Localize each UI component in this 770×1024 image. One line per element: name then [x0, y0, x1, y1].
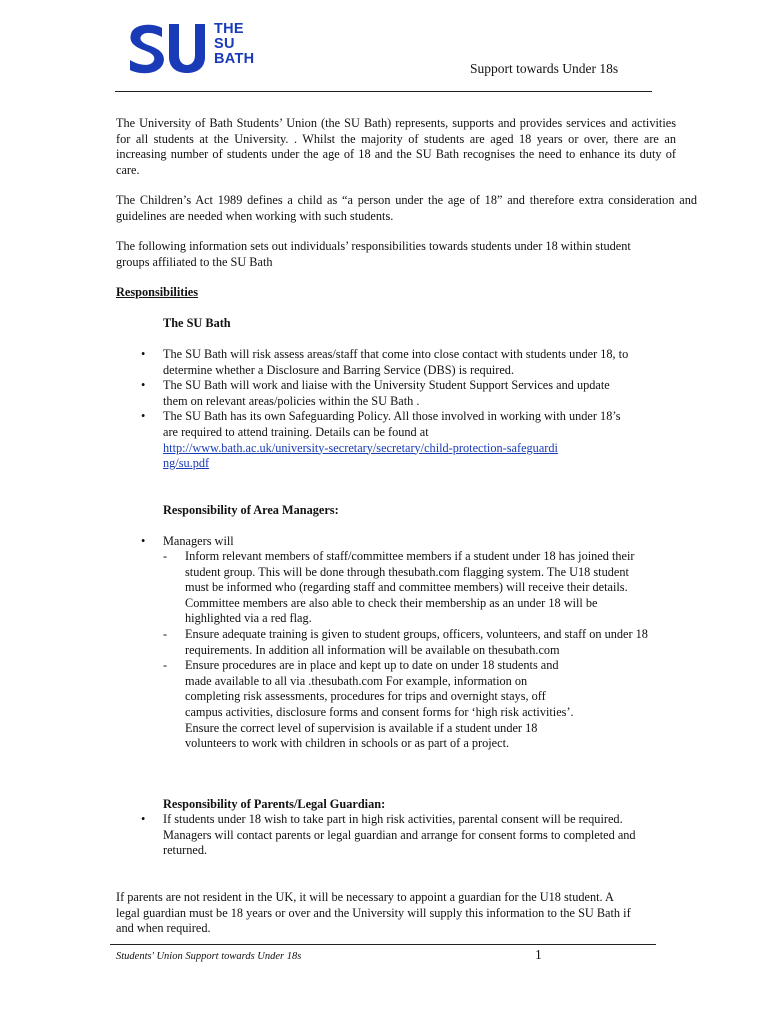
logo-line-bath: BATH: [214, 51, 255, 67]
header-title: Support towards Under 18s: [470, 61, 619, 76]
footer-title: Students' Union Support towards Under 18s: [116, 951, 302, 962]
list-item: • The SU Bath will work and liaise with the University Student Support Services and update them on relevant areas/policies within the SU Bath .: [116, 378, 633, 409]
parents-list: [116, 812, 641, 859]
area-managers-list: [116, 534, 656, 550]
list-item: • If students under 18 wish to take part in high risk activities, parental consent will be required. Managers will contact parents or legal guardian and arrange for consent forms to completed and returned.: [116, 812, 641, 859]
su-bath-logo: [128, 22, 254, 74]
safeguarding-policy-link[interactable]: http://www.bath.ac.uk/university-secretary/secretary/child-protection-safeguarding/su.pdf: [163, 440, 558, 471]
list-item: - Inform relevant members of staff/committee members if a student under 18 has joined their student group. This will be done through thesubath.com flagging system. The U18 student must be informed who (regarding staff and committee members) will receive their details. Committee members are also able to check their membership as an under 18 will be highlighted via a red flag.: [163, 549, 653, 627]
area-managers-duties: [163, 549, 653, 752]
list-item: • The SU Bath will risk assess areas/staff that come into close contact with students under 18, to determine whether a Disclosure and Barring Service (DBS) is required.: [116, 347, 633, 378]
area-managers-heading: Responsibility of Area Managers:: [163, 503, 339, 517]
closing-paragraph: If parents are not resident in the UK, it will be necessary to appoint a guardian for the U18 student. A legal guardian must be 18 years or over and the University will supply this information to the SU Bath if and when required.: [116, 890, 631, 936]
logo-line-the: THE: [214, 21, 244, 37]
safeguarding-text: The SU Bath has its own Safeguarding Policy. All those involved in working with under 18’s are required to attend training. Details can be found at: [163, 409, 621, 439]
list-item: - Ensure procedures are in place and kept up to date on under 18 students and made available to all via .thesubath.com For example, information on completing risk assessments, procedures for trips and overnight stays, off campus activities, disclosure forms and consent forms for ‘high risk activities’. Ensure the correct level of supervision is available if a student under 18 volunteers to work with children in schools or as part of a project.: [163, 658, 580, 752]
su-bath-list: [116, 347, 633, 472]
logo-line-su: SU: [214, 36, 235, 52]
footer-rule: [110, 944, 656, 945]
intro-paragraph-1: The University of Bath Students’ Union (the SU Bath) represents, supports and provides services and activities for all students at the University. . Whilst the majority of students are aged 18 years or over, there are an increasing number of students under the age of 18 and the SU Bath recognises the need to enhance its duty of care.: [116, 116, 676, 177]
intro-paragraph-3: The following information sets out individuals’ responsibilities towards students under 18 within student groups affiliated to the SU Bath: [116, 239, 631, 269]
parents-heading: Responsibility of Parents/Legal Guardian:: [163, 797, 386, 811]
list-item: - Ensure adequate training is given to student groups, officers, volunteers, and staff on under 18 requirements. In addition all information will be available on thesubath.com: [163, 627, 653, 658]
su-logo-mark: [128, 22, 206, 74]
list-item: • Managers will: [116, 534, 656, 550]
responsibilities-heading: Responsibilities: [116, 285, 198, 299]
page-number: 1: [535, 947, 542, 962]
header-rule: [115, 91, 652, 92]
intro-paragraph-2: The Children’s Act 1989 defines a child as “a person under the age of 18” and therefore extra consideration and guidelines are needed when working with such students.: [116, 193, 697, 223]
su-bath-heading: The SU Bath: [163, 316, 231, 330]
logo-wordmark: [214, 22, 254, 67]
list-item: [116, 409, 633, 471]
